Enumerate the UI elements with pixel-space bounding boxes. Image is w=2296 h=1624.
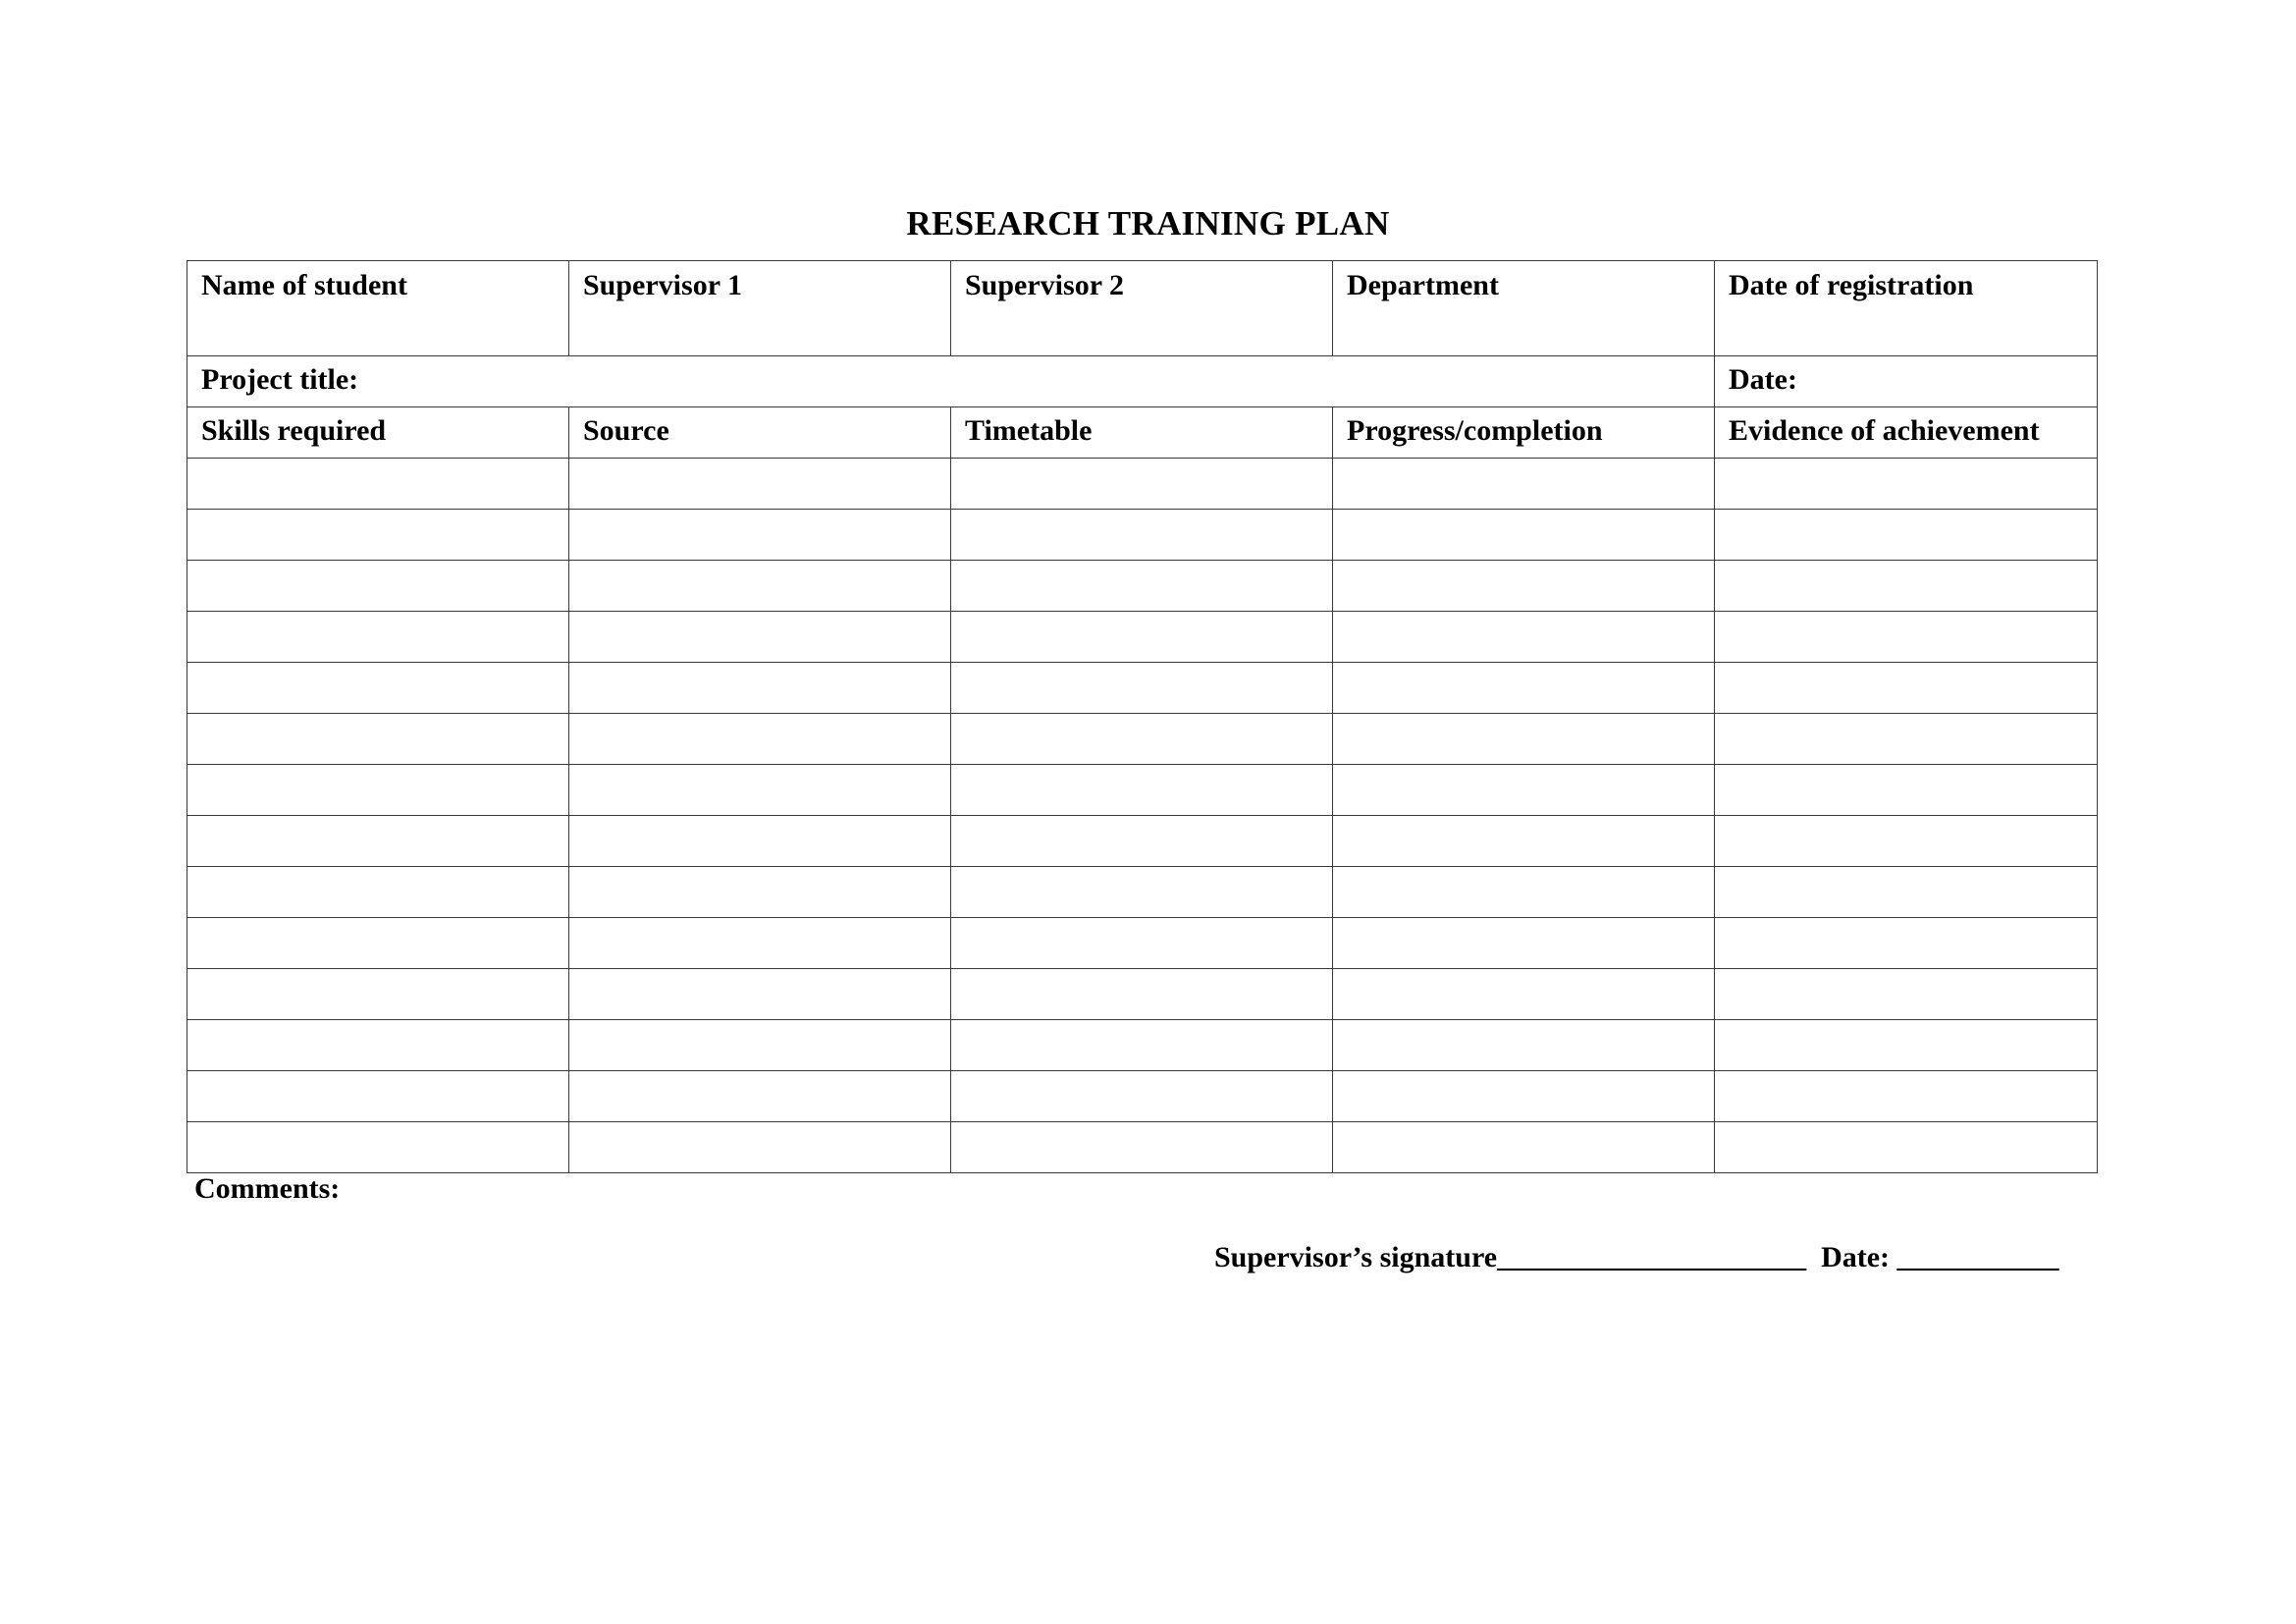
- evidence-of-achievement-cell[interactable]: [1715, 816, 2098, 867]
- progress-completion-cell[interactable]: [1333, 918, 1715, 969]
- date-of-registration-cell[interactable]: Date of registration: [1715, 261, 2098, 356]
- table-row: [187, 510, 2098, 561]
- source-cell[interactable]: [569, 765, 951, 816]
- table-row: [187, 714, 2098, 765]
- evidence-of-achievement-cell[interactable]: [1715, 714, 2098, 765]
- skills-required-cell[interactable]: [187, 510, 569, 561]
- timetable-cell[interactable]: [951, 663, 1333, 714]
- progress-completion-cell[interactable]: [1333, 1020, 1715, 1071]
- document-title: RESEARCH TRAINING PLAN: [906, 204, 1390, 243]
- evidence-of-achievement-cell[interactable]: [1715, 663, 2098, 714]
- progress-completion-cell[interactable]: [1333, 816, 1715, 867]
- progress-completion-cell[interactable]: [1333, 561, 1715, 612]
- table-row: [187, 765, 2098, 816]
- source-cell[interactable]: [569, 816, 951, 867]
- table-row: [187, 612, 2098, 663]
- evidence-of-achievement-cell[interactable]: [1715, 918, 2098, 969]
- timetable-cell[interactable]: [951, 1071, 1333, 1122]
- comments-label: Comments:: [194, 1172, 341, 1205]
- evidence-of-achievement-cell[interactable]: [1715, 765, 2098, 816]
- progress-completion-cell[interactable]: [1333, 510, 1715, 561]
- project-title-cell[interactable]: Project title:: [187, 356, 1715, 407]
- student-info-row: [187, 261, 2098, 356]
- timetable-cell[interactable]: [951, 765, 1333, 816]
- project-date-cell[interactable]: Date:: [1715, 356, 2098, 407]
- evidence-of-achievement-cell[interactable]: [1715, 867, 2098, 918]
- progress-completion-cell[interactable]: [1333, 459, 1715, 510]
- skills-required-cell[interactable]: [187, 612, 569, 663]
- source-cell[interactable]: [569, 561, 951, 612]
- signature-date-label: Date:: [1821, 1241, 1891, 1273]
- evidence-of-achievement-cell[interactable]: [1715, 612, 2098, 663]
- timetable-cell[interactable]: [951, 1122, 1333, 1173]
- progress-completion-cell[interactable]: [1333, 1071, 1715, 1122]
- timetable-cell[interactable]: [951, 510, 1333, 561]
- skills-required-cell[interactable]: [187, 561, 569, 612]
- table-row: [187, 1020, 2098, 1071]
- timetable-cell[interactable]: [951, 459, 1333, 510]
- table-row: [187, 969, 2098, 1020]
- skills-required-cell[interactable]: [187, 918, 569, 969]
- skills-required-cell[interactable]: [187, 663, 569, 714]
- progress-completion-cell[interactable]: [1333, 612, 1715, 663]
- project-title-row: [187, 356, 2098, 407]
- skills-required-cell[interactable]: [187, 1020, 569, 1071]
- column-header-row: [187, 407, 2098, 459]
- evidence-of-achievement-cell[interactable]: [1715, 561, 2098, 612]
- progress-completion-cell[interactable]: [1333, 1122, 1715, 1173]
- table-row: [187, 867, 2098, 918]
- skills-required-cell[interactable]: [187, 1071, 569, 1122]
- table-row: [187, 663, 2098, 714]
- source-cell[interactable]: [569, 459, 951, 510]
- skills-required-cell[interactable]: [187, 816, 569, 867]
- timetable-cell[interactable]: [951, 561, 1333, 612]
- source-cell[interactable]: [569, 1020, 951, 1071]
- timetable-cell[interactable]: [951, 816, 1333, 867]
- progress-completion-cell[interactable]: [1333, 765, 1715, 816]
- source-cell[interactable]: [569, 510, 951, 561]
- progress-completion-cell[interactable]: [1333, 867, 1715, 918]
- evidence-of-achievement-cell[interactable]: [1715, 1071, 2098, 1122]
- table-row: [187, 1122, 2098, 1173]
- evidence-of-achievement-cell[interactable]: [1715, 510, 2098, 561]
- signature-line: [1214, 1240, 2059, 1275]
- supervisor-signature-blank[interactable]: _____________________: [1497, 1241, 1807, 1273]
- source-cell[interactable]: [569, 663, 951, 714]
- supervisor-1-cell[interactable]: Supervisor 1: [569, 261, 951, 356]
- skills-required-cell[interactable]: [187, 765, 569, 816]
- source-cell[interactable]: [569, 918, 951, 969]
- table-row: [187, 816, 2098, 867]
- timetable-cell[interactable]: [951, 714, 1333, 765]
- evidence-of-achievement-cell[interactable]: [1715, 969, 2098, 1020]
- source-cell[interactable]: [569, 714, 951, 765]
- source-cell[interactable]: [569, 1071, 951, 1122]
- skills-required-cell[interactable]: [187, 714, 569, 765]
- column-header-timetable: Timetable: [951, 407, 1333, 459]
- table-row: [187, 459, 2098, 510]
- supervisor-signature-label: Supervisor’s signature: [1214, 1241, 1498, 1273]
- skills-required-cell[interactable]: [187, 1122, 569, 1173]
- column-header-progress-completion: Progress/completion: [1333, 407, 1715, 459]
- progress-completion-cell[interactable]: [1333, 714, 1715, 765]
- timetable-cell[interactable]: [951, 918, 1333, 969]
- name-of-student-cell[interactable]: Name of student: [187, 261, 569, 356]
- department-cell[interactable]: Department: [1333, 261, 1715, 356]
- evidence-of-achievement-cell[interactable]: [1715, 459, 2098, 510]
- training-plan-table: [187, 260, 2098, 1173]
- evidence-of-achievement-cell[interactable]: [1715, 1020, 2098, 1071]
- timetable-cell[interactable]: [951, 612, 1333, 663]
- table-row: [187, 1071, 2098, 1122]
- table-row: [187, 918, 2098, 969]
- source-cell[interactable]: [569, 867, 951, 918]
- evidence-of-achievement-cell[interactable]: [1715, 1122, 2098, 1173]
- timetable-cell[interactable]: [951, 867, 1333, 918]
- timetable-cell[interactable]: [951, 969, 1333, 1020]
- skills-required-cell[interactable]: [187, 969, 569, 1020]
- progress-completion-cell[interactable]: [1333, 663, 1715, 714]
- skills-required-cell[interactable]: [187, 867, 569, 918]
- progress-completion-cell[interactable]: [1333, 969, 1715, 1020]
- signature-date-blank[interactable]: ___________: [1896, 1241, 2059, 1273]
- column-header-source: Source: [569, 407, 951, 459]
- timetable-cell[interactable]: [951, 1020, 1333, 1071]
- column-header-evidence-of-achievement: Evidence of achievement: [1715, 407, 2098, 459]
- source-cell[interactable]: [569, 969, 951, 1020]
- skills-required-cell[interactable]: [187, 459, 569, 510]
- source-cell[interactable]: [569, 1122, 951, 1173]
- source-cell[interactable]: [569, 612, 951, 663]
- table-row: [187, 561, 2098, 612]
- column-header-skills-required: Skills required: [187, 407, 569, 459]
- supervisor-2-cell[interactable]: Supervisor 2: [951, 261, 1333, 356]
